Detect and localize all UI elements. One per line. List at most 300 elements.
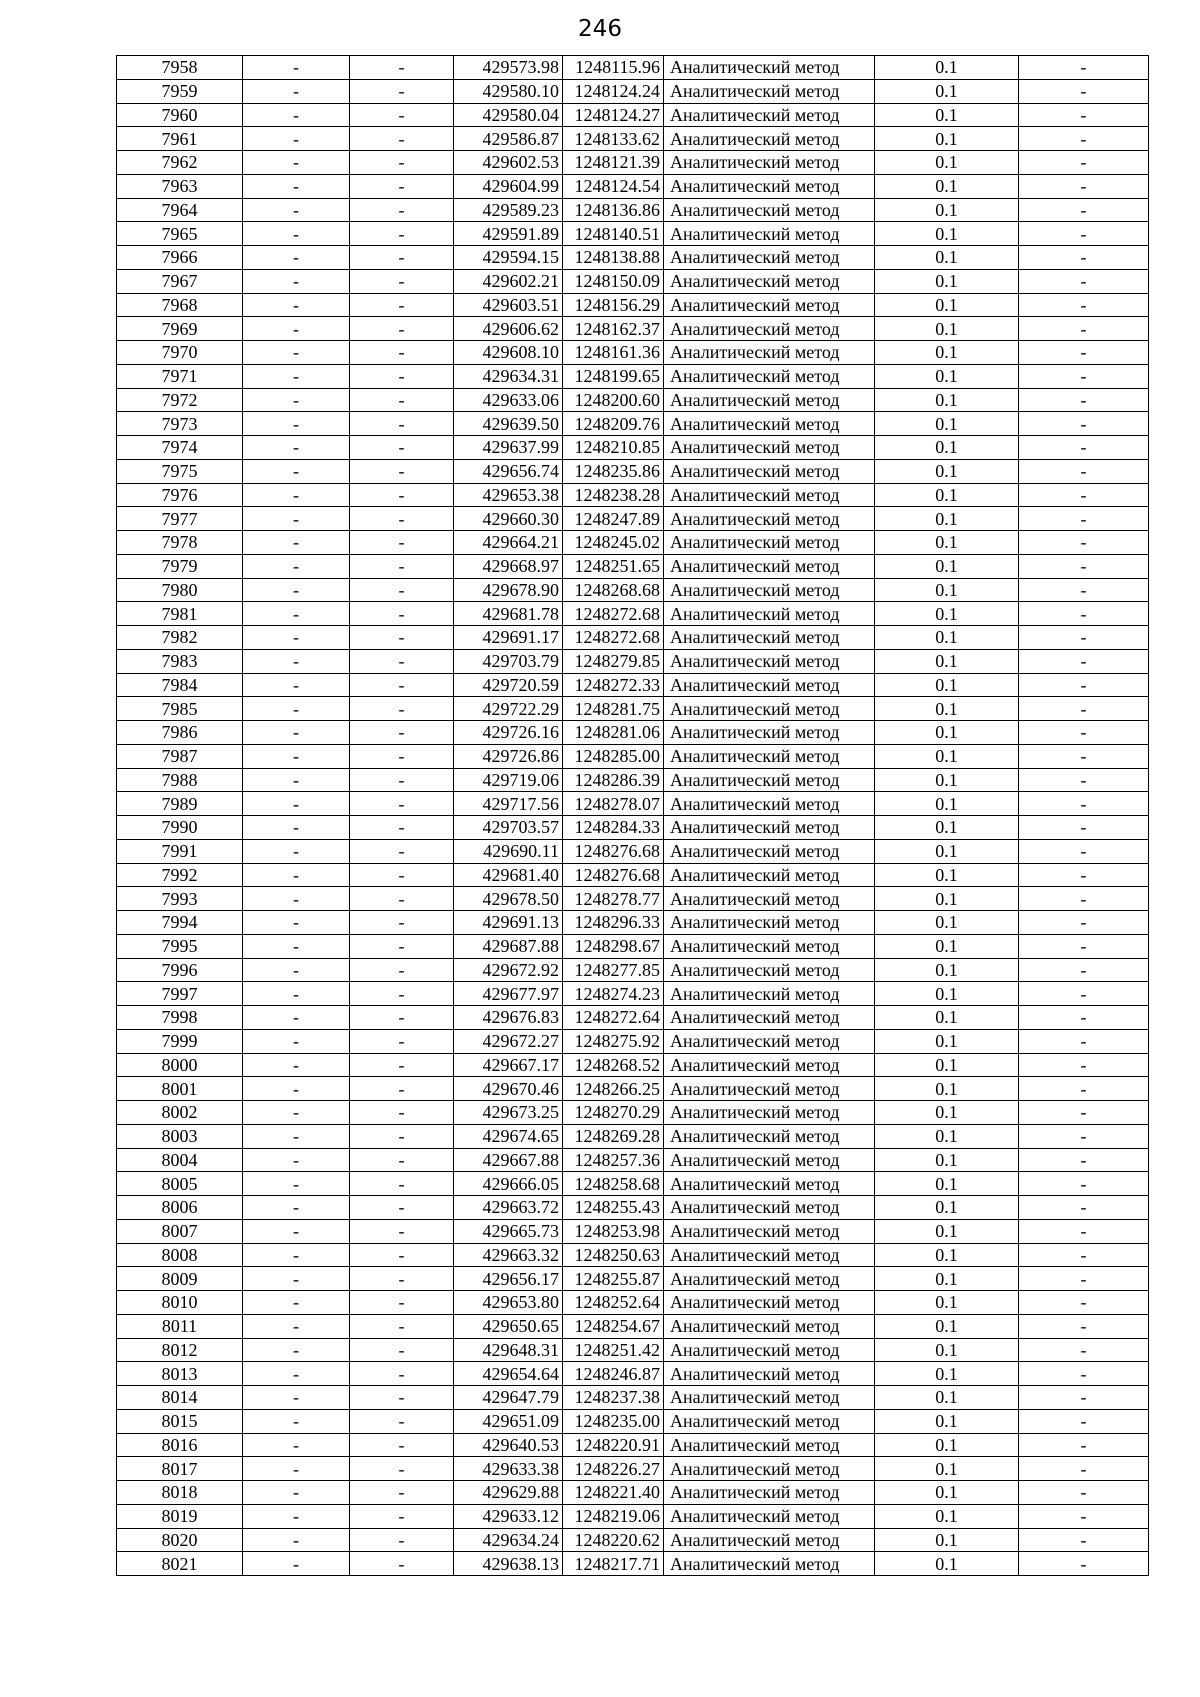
accuracy-cell: 0.1 — [875, 958, 1019, 982]
table-row — [117, 1006, 1149, 1030]
coordinate-y: 1248115.96 — [563, 56, 664, 80]
coordinate-x: 429608.10 — [454, 341, 563, 365]
empty-cell: - — [243, 697, 350, 721]
table-row — [117, 768, 1149, 792]
empty-cell: - — [350, 1457, 454, 1481]
empty-cell: - — [350, 863, 454, 887]
coordinate-x: 429663.72 — [454, 1196, 563, 1220]
point-number: 7983 — [117, 649, 243, 673]
empty-cell: - — [243, 1457, 350, 1481]
empty-cell: - — [243, 816, 350, 840]
accuracy-cell: 0.1 — [875, 1386, 1019, 1410]
empty-cell: - — [243, 1504, 350, 1528]
empty-cell: - — [1019, 554, 1149, 578]
method-cell: Аналитический метод — [664, 816, 875, 840]
table-row — [117, 1148, 1149, 1172]
empty-cell: - — [350, 816, 454, 840]
empty-cell: - — [1019, 174, 1149, 198]
accuracy-cell: 0.1 — [875, 1077, 1019, 1101]
coordinate-y: 1248255.87 — [563, 1267, 664, 1291]
coordinate-y: 1248220.91 — [563, 1433, 664, 1457]
empty-cell: - — [350, 744, 454, 768]
method-cell: Аналитический метод — [664, 1433, 875, 1457]
point-number: 7962 — [117, 151, 243, 175]
coordinate-y: 1248278.07 — [563, 792, 664, 816]
empty-cell: - — [1019, 222, 1149, 246]
coordinate-x: 429668.97 — [454, 554, 563, 578]
empty-cell: - — [243, 151, 350, 175]
empty-cell: - — [1019, 436, 1149, 460]
coordinate-y: 1248136.86 — [563, 198, 664, 222]
table-row — [117, 246, 1149, 270]
point-number: 7996 — [117, 958, 243, 982]
point-number: 7977 — [117, 507, 243, 531]
empty-cell: - — [350, 1077, 454, 1101]
accuracy-cell: 0.1 — [875, 626, 1019, 650]
method-cell: Аналитический метод — [664, 1196, 875, 1220]
empty-cell: - — [243, 56, 350, 80]
coordinate-x: 429603.51 — [454, 293, 563, 317]
table-row — [117, 364, 1149, 388]
point-number: 8004 — [117, 1148, 243, 1172]
table-row — [117, 151, 1149, 175]
coordinate-x: 429656.17 — [454, 1267, 563, 1291]
empty-cell: - — [350, 554, 454, 578]
accuracy-cell: 0.1 — [875, 1504, 1019, 1528]
empty-cell: - — [243, 127, 350, 151]
coordinate-y: 1248238.28 — [563, 483, 664, 507]
accuracy-cell: 0.1 — [875, 1101, 1019, 1125]
coordinate-y: 1248156.29 — [563, 293, 664, 317]
empty-cell: - — [350, 1481, 454, 1505]
point-number: 7958 — [117, 56, 243, 80]
coordinate-y: 1248274.23 — [563, 982, 664, 1006]
point-number: 7960 — [117, 103, 243, 127]
empty-cell: - — [243, 1172, 350, 1196]
coordinate-x: 429670.46 — [454, 1077, 563, 1101]
empty-cell: - — [243, 341, 350, 365]
empty-cell: - — [1019, 768, 1149, 792]
accuracy-cell: 0.1 — [875, 103, 1019, 127]
coordinate-y: 1248272.68 — [563, 626, 664, 650]
empty-cell: - — [1019, 198, 1149, 222]
point-number: 7968 — [117, 293, 243, 317]
accuracy-cell: 0.1 — [875, 839, 1019, 863]
coordinate-x: 429660.30 — [454, 507, 563, 531]
accuracy-cell: 0.1 — [875, 1148, 1019, 1172]
empty-cell: - — [350, 1362, 454, 1386]
empty-cell: - — [243, 412, 350, 436]
empty-cell: - — [350, 269, 454, 293]
point-number: 7989 — [117, 792, 243, 816]
coordinate-x: 429580.04 — [454, 103, 563, 127]
accuracy-cell: 0.1 — [875, 1552, 1019, 1576]
method-cell: Аналитический метод — [664, 1053, 875, 1077]
empty-cell: - — [1019, 626, 1149, 650]
table-row — [117, 792, 1149, 816]
coordinate-y: 1248217.71 — [563, 1552, 664, 1576]
point-number: 7965 — [117, 222, 243, 246]
method-cell: Аналитический метод — [664, 317, 875, 341]
empty-cell: - — [1019, 1481, 1149, 1505]
empty-cell: - — [350, 1243, 454, 1267]
table-row — [117, 341, 1149, 365]
coordinate-x: 429666.05 — [454, 1172, 563, 1196]
method-cell: Аналитический метод — [664, 602, 875, 626]
coordinate-x: 429667.17 — [454, 1053, 563, 1077]
point-number: 7995 — [117, 934, 243, 958]
coordinate-y: 1248275.92 — [563, 1029, 664, 1053]
empty-cell: - — [243, 1053, 350, 1077]
empty-cell: - — [350, 293, 454, 317]
point-number: 7975 — [117, 459, 243, 483]
point-number: 7966 — [117, 246, 243, 270]
table-row — [117, 1219, 1149, 1243]
coordinate-y: 1248161.36 — [563, 341, 664, 365]
table-row — [117, 388, 1149, 412]
method-cell: Аналитический метод — [664, 673, 875, 697]
point-number: 8003 — [117, 1124, 243, 1148]
empty-cell: - — [1019, 388, 1149, 412]
method-cell: Аналитический метод — [664, 578, 875, 602]
point-number: 7972 — [117, 388, 243, 412]
empty-cell: - — [350, 578, 454, 602]
method-cell: Аналитический метод — [664, 246, 875, 270]
empty-cell: - — [1019, 1148, 1149, 1172]
empty-cell: - — [243, 1219, 350, 1243]
method-cell: Аналитический метод — [664, 198, 875, 222]
table-row — [117, 649, 1149, 673]
accuracy-cell: 0.1 — [875, 483, 1019, 507]
empty-cell: - — [350, 1219, 454, 1243]
method-cell: Аналитический метод — [664, 887, 875, 911]
coordinate-x: 429604.99 — [454, 174, 563, 198]
empty-cell: - — [1019, 1528, 1149, 1552]
empty-cell: - — [350, 792, 454, 816]
accuracy-cell: 0.1 — [875, 911, 1019, 935]
table-row — [117, 887, 1149, 911]
method-cell: Аналитический метод — [664, 1006, 875, 1030]
coordinate-x: 429653.38 — [454, 483, 563, 507]
empty-cell: - — [350, 768, 454, 792]
empty-cell: - — [350, 1124, 454, 1148]
table-row — [117, 958, 1149, 982]
coordinate-y: 1248124.54 — [563, 174, 664, 198]
empty-cell: - — [350, 1433, 454, 1457]
empty-cell: - — [1019, 863, 1149, 887]
point-number: 7984 — [117, 673, 243, 697]
accuracy-cell: 0.1 — [875, 1481, 1019, 1505]
coordinate-x: 429674.65 — [454, 1124, 563, 1148]
table-row — [117, 412, 1149, 436]
empty-cell: - — [350, 79, 454, 103]
coordinate-x: 429722.29 — [454, 697, 563, 721]
coordinate-x: 429580.10 — [454, 79, 563, 103]
point-number: 8001 — [117, 1077, 243, 1101]
point-number: 7986 — [117, 721, 243, 745]
empty-cell: - — [1019, 1457, 1149, 1481]
empty-cell: - — [243, 744, 350, 768]
coordinate-x: 429703.79 — [454, 649, 563, 673]
empty-cell: - — [1019, 1029, 1149, 1053]
table-row — [117, 56, 1149, 80]
point-number: 8008 — [117, 1243, 243, 1267]
accuracy-cell: 0.1 — [875, 198, 1019, 222]
coordinate-y: 1248284.33 — [563, 816, 664, 840]
accuracy-cell: 0.1 — [875, 459, 1019, 483]
coordinate-y: 1248257.36 — [563, 1148, 664, 1172]
table-row — [117, 1433, 1149, 1457]
point-number: 8019 — [117, 1504, 243, 1528]
coordinate-y: 1248124.27 — [563, 103, 664, 127]
empty-cell: - — [1019, 1172, 1149, 1196]
accuracy-cell: 0.1 — [875, 1219, 1019, 1243]
coordinate-x: 429606.62 — [454, 317, 563, 341]
empty-cell: - — [1019, 246, 1149, 270]
empty-cell: - — [350, 649, 454, 673]
empty-cell: - — [350, 246, 454, 270]
empty-cell: - — [1019, 1243, 1149, 1267]
empty-cell: - — [1019, 697, 1149, 721]
method-cell: Аналитический метод — [664, 127, 875, 151]
table-row — [117, 982, 1149, 1006]
empty-cell: - — [350, 364, 454, 388]
coordinate-x: 429633.12 — [454, 1504, 563, 1528]
empty-cell: - — [243, 1077, 350, 1101]
table-row — [117, 1338, 1149, 1362]
coordinate-y: 1248210.85 — [563, 436, 664, 460]
table-row — [117, 293, 1149, 317]
accuracy-cell: 0.1 — [875, 364, 1019, 388]
method-cell: Аналитический метод — [664, 1077, 875, 1101]
coordinate-y: 1248235.00 — [563, 1409, 664, 1433]
coordinate-y: 1248246.87 — [563, 1362, 664, 1386]
point-number: 7970 — [117, 341, 243, 365]
coordinate-y: 1248276.68 — [563, 863, 664, 887]
table-row — [117, 1552, 1149, 1576]
point-number: 8016 — [117, 1433, 243, 1457]
table-row — [117, 1386, 1149, 1410]
empty-cell: - — [243, 1006, 350, 1030]
point-number: 7993 — [117, 887, 243, 911]
point-number: 8002 — [117, 1101, 243, 1125]
empty-cell: - — [243, 768, 350, 792]
coordinate-x: 429602.21 — [454, 269, 563, 293]
empty-cell: - — [1019, 721, 1149, 745]
empty-cell: - — [1019, 317, 1149, 341]
point-number: 7979 — [117, 554, 243, 578]
empty-cell: - — [243, 1196, 350, 1220]
method-cell: Аналитический метод — [664, 412, 875, 436]
point-number: 8011 — [117, 1314, 243, 1338]
point-number: 7994 — [117, 911, 243, 935]
point-number: 7973 — [117, 412, 243, 436]
table-row — [117, 863, 1149, 887]
empty-cell: - — [243, 721, 350, 745]
accuracy-cell: 0.1 — [875, 721, 1019, 745]
empty-cell: - — [1019, 483, 1149, 507]
empty-cell: - — [350, 222, 454, 246]
empty-cell: - — [1019, 341, 1149, 365]
method-cell: Аналитический метод — [664, 768, 875, 792]
table-row — [117, 1053, 1149, 1077]
coordinate-x: 429586.87 — [454, 127, 563, 151]
accuracy-cell: 0.1 — [875, 649, 1019, 673]
table-row — [117, 1504, 1149, 1528]
point-number: 7987 — [117, 744, 243, 768]
empty-cell: - — [1019, 507, 1149, 531]
coordinate-y: 1248251.42 — [563, 1338, 664, 1362]
empty-cell: - — [243, 982, 350, 1006]
empty-cell: - — [1019, 1196, 1149, 1220]
coordinate-y: 1248133.62 — [563, 127, 664, 151]
point-number: 7990 — [117, 816, 243, 840]
empty-cell: - — [243, 1409, 350, 1433]
coordinate-y: 1248258.68 — [563, 1172, 664, 1196]
method-cell: Аналитический метод — [664, 79, 875, 103]
empty-cell: - — [350, 1053, 454, 1077]
method-cell: Аналитический метод — [664, 364, 875, 388]
coordinate-y: 1248255.43 — [563, 1196, 664, 1220]
table-row — [117, 269, 1149, 293]
empty-cell: - — [350, 507, 454, 531]
empty-cell: - — [1019, 792, 1149, 816]
coordinate-y: 1248199.65 — [563, 364, 664, 388]
table-row — [117, 744, 1149, 768]
empty-cell: - — [350, 1172, 454, 1196]
coordinate-y: 1248251.65 — [563, 554, 664, 578]
point-number: 8021 — [117, 1552, 243, 1576]
accuracy-cell: 0.1 — [875, 79, 1019, 103]
empty-cell: - — [243, 1124, 350, 1148]
empty-cell: - — [350, 626, 454, 650]
empty-cell: - — [243, 1267, 350, 1291]
coordinates-table — [116, 55, 1149, 1576]
point-number: 7992 — [117, 863, 243, 887]
method-cell: Аналитический метод — [664, 293, 875, 317]
empty-cell: - — [350, 1552, 454, 1576]
method-cell: Аналитический метод — [664, 1481, 875, 1505]
table-row — [117, 1457, 1149, 1481]
empty-cell: - — [1019, 459, 1149, 483]
table-row — [117, 602, 1149, 626]
coordinate-x: 429651.09 — [454, 1409, 563, 1433]
table-row — [117, 483, 1149, 507]
method-cell: Аналитический метод — [664, 222, 875, 246]
empty-cell: - — [1019, 673, 1149, 697]
coordinate-x: 429654.64 — [454, 1362, 563, 1386]
empty-cell: - — [243, 958, 350, 982]
empty-cell: - — [243, 626, 350, 650]
empty-cell: - — [1019, 56, 1149, 80]
empty-cell: - — [350, 483, 454, 507]
empty-cell: - — [350, 103, 454, 127]
empty-cell: - — [243, 1101, 350, 1125]
empty-cell: - — [1019, 151, 1149, 175]
empty-cell: - — [350, 982, 454, 1006]
coordinate-y: 1248268.52 — [563, 1053, 664, 1077]
empty-cell: - — [1019, 839, 1149, 863]
table-row — [117, 1029, 1149, 1053]
accuracy-cell: 0.1 — [875, 507, 1019, 531]
empty-cell: - — [243, 887, 350, 911]
empty-cell: - — [1019, 1053, 1149, 1077]
coordinate-y: 1248237.38 — [563, 1386, 664, 1410]
coordinate-y: 1248298.67 — [563, 934, 664, 958]
empty-cell: - — [1019, 1338, 1149, 1362]
coordinate-x: 429633.38 — [454, 1457, 563, 1481]
method-cell: Аналитический метод — [664, 958, 875, 982]
accuracy-cell: 0.1 — [875, 1362, 1019, 1386]
coordinate-x: 429589.23 — [454, 198, 563, 222]
empty-cell: - — [243, 1029, 350, 1053]
point-number: 7999 — [117, 1029, 243, 1053]
method-cell: Аналитический метод — [664, 507, 875, 531]
method-cell: Аналитический метод — [664, 1504, 875, 1528]
empty-cell: - — [1019, 887, 1149, 911]
empty-cell: - — [243, 1481, 350, 1505]
coordinate-y: 1248121.39 — [563, 151, 664, 175]
empty-cell: - — [350, 412, 454, 436]
coordinate-x: 429672.27 — [454, 1029, 563, 1053]
method-cell: Аналитический метод — [664, 1124, 875, 1148]
method-cell: Аналитический метод — [664, 459, 875, 483]
empty-cell: - — [350, 1196, 454, 1220]
point-number: 7991 — [117, 839, 243, 863]
empty-cell: - — [350, 1267, 454, 1291]
accuracy-cell: 0.1 — [875, 127, 1019, 151]
table-row — [117, 1528, 1149, 1552]
coordinate-x: 429629.88 — [454, 1481, 563, 1505]
empty-cell: - — [1019, 958, 1149, 982]
table-row — [117, 1267, 1149, 1291]
point-number: 8020 — [117, 1528, 243, 1552]
coordinate-y: 1248209.76 — [563, 412, 664, 436]
coordinate-y: 1248140.51 — [563, 222, 664, 246]
accuracy-cell: 0.1 — [875, 222, 1019, 246]
coordinate-x: 429687.88 — [454, 934, 563, 958]
table-row — [117, 911, 1149, 935]
coordinate-x: 429664.21 — [454, 531, 563, 555]
method-cell: Аналитический метод — [664, 56, 875, 80]
coordinate-x: 429678.50 — [454, 887, 563, 911]
point-number: 8015 — [117, 1409, 243, 1433]
coordinate-y: 1248247.89 — [563, 507, 664, 531]
method-cell: Аналитический метод — [664, 863, 875, 887]
point-number: 7985 — [117, 697, 243, 721]
table-row — [117, 554, 1149, 578]
empty-cell: - — [1019, 934, 1149, 958]
empty-cell: - — [350, 1409, 454, 1433]
empty-cell: - — [1019, 103, 1149, 127]
method-cell: Аналитический метод — [664, 934, 875, 958]
empty-cell: - — [1019, 1386, 1149, 1410]
accuracy-cell: 0.1 — [875, 436, 1019, 460]
coordinate-x: 429719.06 — [454, 768, 563, 792]
accuracy-cell: 0.1 — [875, 578, 1019, 602]
point-number: 7964 — [117, 198, 243, 222]
empty-cell: - — [243, 222, 350, 246]
coordinate-y: 1248281.75 — [563, 697, 664, 721]
method-cell: Аналитический метод — [664, 1029, 875, 1053]
method-cell: Аналитический метод — [664, 744, 875, 768]
coordinate-x: 429703.57 — [454, 816, 563, 840]
point-number: 8005 — [117, 1172, 243, 1196]
accuracy-cell: 0.1 — [875, 697, 1019, 721]
table-row — [117, 1172, 1149, 1196]
empty-cell: - — [243, 649, 350, 673]
empty-cell: - — [243, 293, 350, 317]
